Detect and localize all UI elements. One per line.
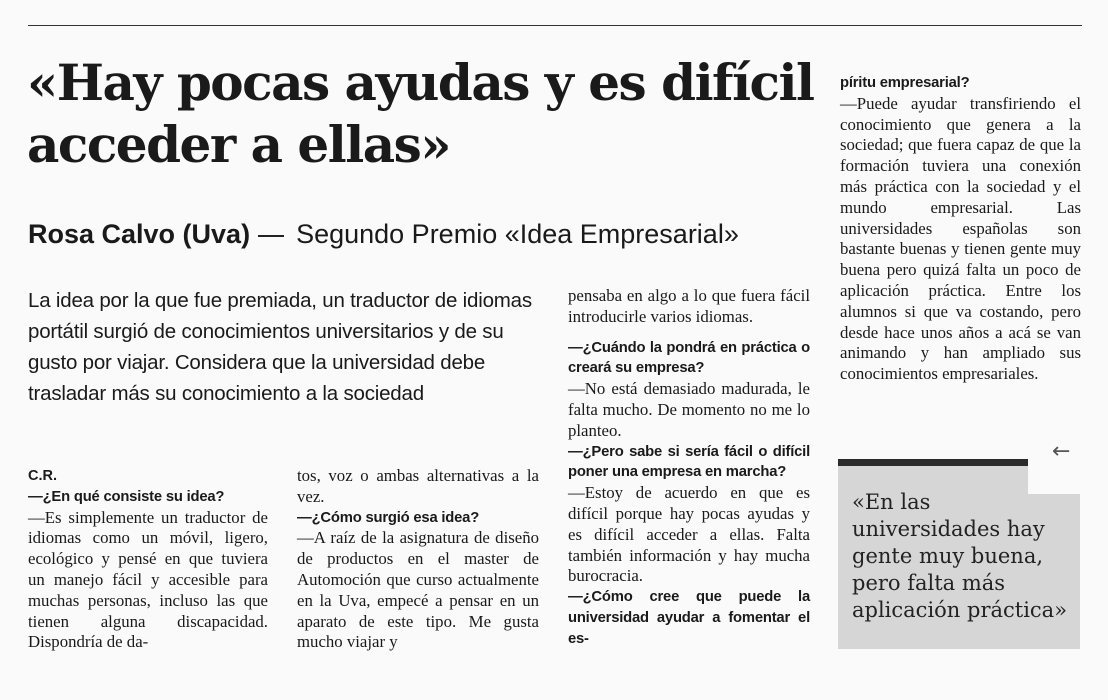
answer-1-continued: tos, voz o ambas alternativas a la vez. <box>297 466 539 506</box>
column-4 <box>840 73 1081 385</box>
answer-2: —A raíz de la asignatura de diseño de productos en el master de Automoción que curso actualmente en la Uva, empecé a pensar en un aparato de este tipo. Me gusta mucho viajar y <box>297 528 539 652</box>
column-3 <box>568 286 810 650</box>
byline-name: Rosa Calvo (Uva) <box>28 219 251 249</box>
answer-3: —No está demasiado madurada, le falta mucho. De momento no me lo planteo. <box>568 379 810 440</box>
question-3: —¿Cuándo la pondrá en práctica o creará su empresa? <box>568 339 810 377</box>
headline-line-2: acceder a ellas» <box>27 115 451 174</box>
lead-paragraph: La idea por la que fue premiada, un traductor de idiomas portátil surgió de conocimientos universitarios y de su gusto por viajar. Considera que la universidad debe trasladar más su conocimiento a la sociedad <box>28 289 532 405</box>
author-initials: C.R. <box>28 468 57 484</box>
headline <box>27 52 827 176</box>
question-1: —¿En qué consiste su idea? <box>28 488 225 505</box>
answer-4: —Estoy de acuerdo en que es difícil porque hay pocas ayudas y es difícil acceder a ellas. Falta también información y hay mucha burocracia. <box>568 483 810 586</box>
pull-quote-box <box>838 459 1068 649</box>
left-arrow-icon: ← <box>1052 439 1071 464</box>
column-2 <box>297 466 539 653</box>
question-5-continued: píritu empresarial? <box>840 75 970 91</box>
byline-dash <box>258 235 284 237</box>
answer-1: —Es simplemente un traductor de idiomas como un móvil, ligero, ecológico y pensé en que tuviera un manejo fácil y accesible para muchas personas, incluso las que tienen alguna discapacidad. Dispondría de da- <box>28 507 268 652</box>
byline-award: Segundo Premio «Idea Empresarial» <box>296 219 739 249</box>
pull-quote-text: «En las universidades hay gente muy buena, pero falta más aplicación práctica» <box>852 490 1068 622</box>
question-5: —¿Cómo cree que puede la universidad ayudar a fomentar el es- <box>568 589 810 647</box>
answer-2-continued: pensaba en algo a lo que fuera fácil introducirle varios idiomas. <box>568 286 810 326</box>
headline-line-1: «Hay pocas ayudas y es difícil <box>27 53 814 112</box>
answer-5: —Puede ayudar transfiriendo el conocimiento que genera a la sociedad; que fuera capaz de que la formación tuviera una conexión más práctica con la sociedad y el mundo empresarial. Las universidades españolas son bastante buenas y tienen gente muy buena pero quizá falta un poco de aplicación práctica. Entre los alumnos si que va costando, pero desde hace unos años a acá se van animando y han ampliado sus conocimientos empresariales. <box>840 93 1081 384</box>
top-rule <box>28 25 1082 26</box>
question-4: —¿Pero sabe si sería fácil o difícil poner una empresa en marcha? <box>568 443 810 481</box>
question-2: —¿Cómo surgió esa idea? <box>297 509 480 526</box>
pull-quote-bar <box>838 459 1028 466</box>
column-1 <box>28 466 268 653</box>
byline <box>28 219 788 250</box>
